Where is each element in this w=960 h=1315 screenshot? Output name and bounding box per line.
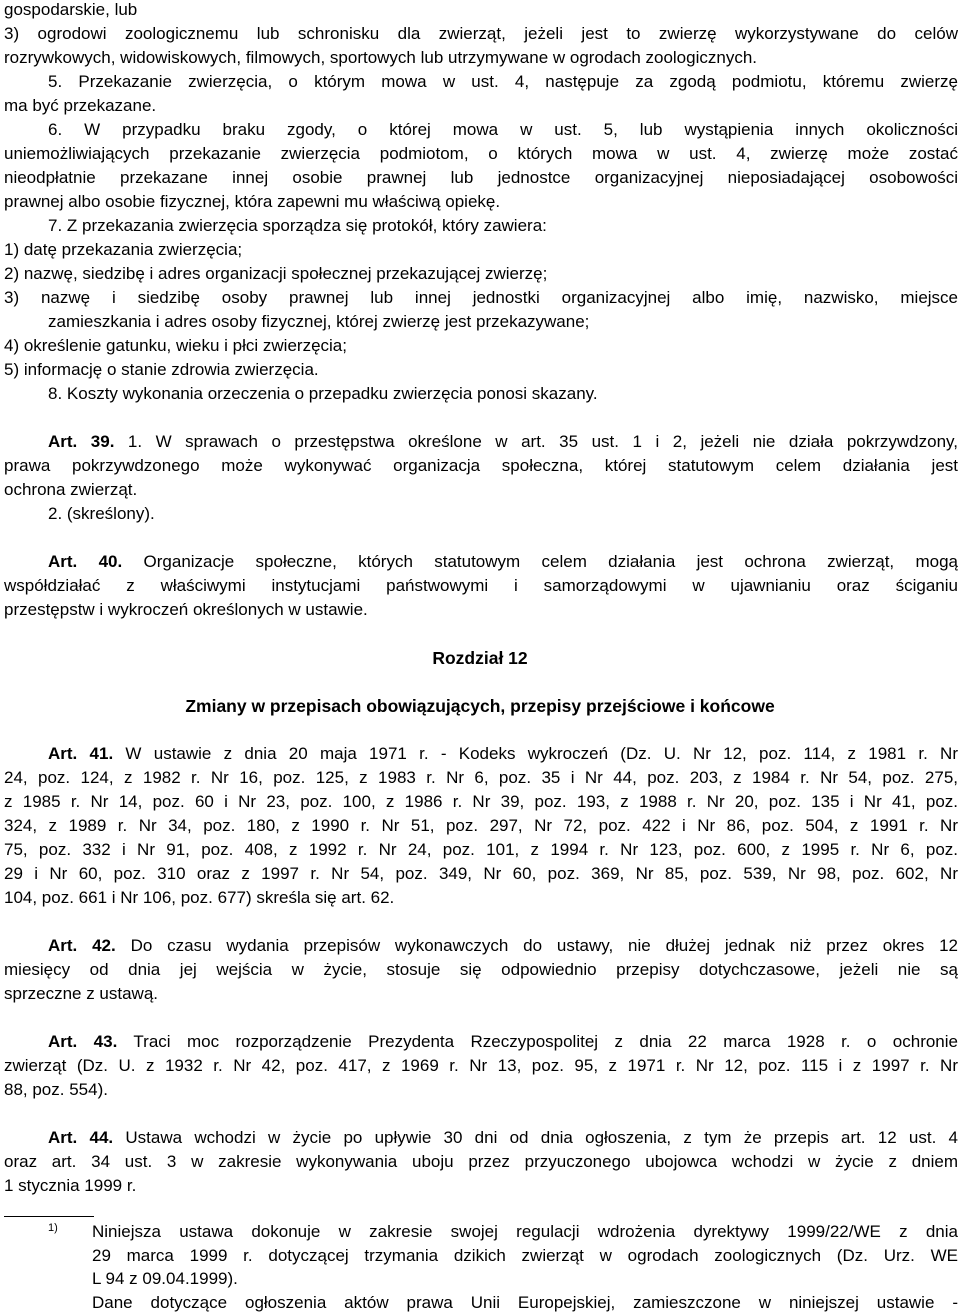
article-label: Art. 42. [48, 936, 116, 955]
text-line: uniemożliwiających przekazanie zwierzęcia podmiotom, o których mowa w ust. 4, zwierzę może zostać [4, 144, 958, 163]
text-line: 5. Przekazanie zwierzęcia, o którym mowa w ust. 4, następuje za zgodą podmiotu, któremu zwierzę [48, 72, 958, 91]
chapter-title: Zmiany w przepisach obowiązujących, przepisy przejściowe i końcowe [185, 696, 775, 716]
text-line: ma być przekazane. [4, 96, 157, 115]
text-line: 324, z 1989 r. Nr 34, poz. 180, z 1990 r. Nr 51, poz. 297, Nr 72, poz. 422 i Nr 86, poz. 504, z 1991 r. Nr [4, 816, 958, 835]
text-line: Do czasu wydania przepisów wykonawczych do ustawy, nie dłużej jednak niż przez okres 12 [115, 936, 958, 955]
list-item-continuation: zamieszkania i adres osoby fizycznej, której zwierzę jest przekazywane; [48, 312, 590, 331]
list-item: 1) datę przekazania zwierzęcia; [4, 240, 243, 259]
article-43 [4, 1030, 958, 1054]
footnote-line: Dane dotyczące ogłoszenia aktów prawa Unii Europejskiej, zamieszczone w niniejszej ustawie - [92, 1292, 958, 1312]
footnote-line: 29 marca 1999 r. dotyczącej trzymania dzikich zwierząt w ogrodach zoologicznych (Dz. Urz. WE [92, 1245, 958, 1265]
text-line: 7. Z przekazania zwierzęcia sporządza się protokół, który zawiera: [48, 216, 547, 235]
list-item: 5) informację o stanie zdrowia zwierzęcia. [4, 360, 319, 379]
list-item: 3) nazwę i siedzibę osoby prawnej lub innej jednostki organizacyjnej albo imię, nazwisko, miejsce [4, 288, 958, 307]
text-line: prawnej albo osobie fizycznej, która zapewni mu właściwą opiekę. [4, 192, 501, 211]
footnote-line: L 94 z 09.04.1999). [92, 1269, 238, 1288]
article-label: Art. 39. [48, 432, 115, 451]
text-line: Ustawa wchodzi w życie po upływie 30 dni od dnia ogłoszenia, z tym że przepis art. 12 ust. 4 [113, 1128, 958, 1147]
text-line: rozrywkowych, widowiskowych, filmowych, sportowych lub utrzymywane w ogrodach zoologicznych. [4, 48, 757, 67]
text-line: Organizacje społeczne, których statutowym celem działania jest ochrona zwierząt, mogą [122, 552, 958, 571]
article-label: Art. 40. [48, 552, 123, 571]
text-line: 1. W sprawach o przestępstwa określone w art. 35 ust. 1 i 2, jeżeli nie działa pokrzywdzony, [114, 432, 958, 451]
text-line: współdziałać z właściwymi instytucjami państwowymi i samorządowymi w ujawnianiu oraz ściganiu [4, 576, 958, 595]
text-line: W ustawie z dnia 20 maja 1971 r. - Kodeks wykroczeń (Dz. U. Nr 12, poz. 114, z 1981 r. Nr [113, 744, 958, 763]
text-line: 8. Koszty wykonania orzeczenia o przepadku zwierzęcia ponosi skazany. [48, 384, 598, 403]
text-line: 1 stycznia 1999 r. [4, 1176, 137, 1195]
text-line: oraz art. 34 ust. 3 w zakresie wykonywania uboju przez przyuczonego ubojowca wchodzi w życie z dniem [4, 1152, 958, 1171]
text-line: gospodarskie, lub [4, 0, 138, 19]
text-line: 75, poz. 332 i Nr 91, poz. 408, z 1992 r. Nr 24, poz. 101, z 1994 r. Nr 123, poz. 600, z 1995 r. Nr 6, poz. [4, 840, 958, 859]
text-line: 88, poz. 554). [4, 1080, 108, 1099]
article-label: Art. 41. [48, 744, 114, 763]
text-line: z 1985 r. Nr 14, poz. 60 i Nr 23, poz. 100, z 1986 r. Nr 39, poz. 193, z 1988 r. Nr 20, poz. 135 i Nr 41, poz. [4, 792, 958, 811]
text-line: nieodpłatnie przekazane innej osobie prawnej lub jednostce organizacyjnej nieposiadającej osobowości [4, 168, 958, 187]
text-line: ochrona zwierząt. [4, 480, 138, 499]
text-line: 6. W przypadku braku zgody, o której mowa w ust. 5, lub wystąpienia innych okoliczności [48, 120, 958, 139]
list-item: 4) określenie gatunku, wieku i płci zwierzęcia; [4, 336, 347, 355]
article-label: Art. 44. [48, 1128, 114, 1147]
article-44 [4, 1126, 958, 1150]
article-label: Art. 43. [48, 1032, 118, 1051]
text-line: miesięcy od dnia jej wejścia w życie, stosuje się odpowiednio przepisy dotychczasowe, jeżeli nie są [4, 960, 958, 979]
text-line: przestępstw i wykroczeń określonych w ustawie. [4, 600, 368, 619]
article-42 [4, 934, 958, 958]
text-line: prawa pokrzywdzonego może wykonywać organizacja społeczna, której statutowym celem działania jest [4, 456, 958, 475]
text-line: sprzeczne z ustawą. [4, 984, 159, 1003]
text-line: 104, poz. 661 i Nr 106, poz. 677) skreśla się art. 62. [4, 888, 395, 907]
article-40 [4, 550, 958, 574]
text-line: 29 i Nr 60, poz. 310 oraz z 1997 r. Nr 54, poz. 349, Nr 60, poz. 369, Nr 85, poz. 539, Nr 98, poz. 602, Nr [4, 864, 958, 883]
list-item: 2) nazwę, siedzibę i adres organizacji społecznej przekazującej zwierzę; [4, 264, 548, 283]
text-line: zwierząt (Dz. U. z 1932 r. Nr 42, poz. 417, z 1969 r. Nr 13, poz. 95, z 1971 r. Nr 12, poz. 115 i z 1997 r. Nr [4, 1056, 958, 1075]
footnote-line: Niniejsza ustawa dokonuje w zakresie swojej regulacji wdrożenia dyrektywy 1999/22/WE z dnia [92, 1222, 958, 1241]
text-line: 24, poz. 124, z 1982 r. Nr 16, poz. 125, z 1983 r. Nr 6, poz. 35 i Nr 44, poz. 203, z 1984 r. Nr 54, poz. 275, [4, 768, 958, 787]
article-39 [4, 430, 958, 454]
article-41 [4, 742, 958, 766]
text-line: 2. (skreślony). [48, 504, 155, 523]
text-line: Traci moc rozporządzenie Prezydenta Rzeczypospolitej z dnia 22 marca 1928 r. o ochronie [117, 1032, 958, 1051]
footnote-mark: 1) [48, 1222, 58, 1234]
footnote-separator [4, 1216, 94, 1217]
text-line: 3) ogrodowi zoologicznemu lub schronisku dla zwierząt, jeżeli jest to zwierzę wykorzystywane do celów [4, 24, 958, 43]
chapter-number: Rozdział 12 [432, 648, 528, 668]
footnote-text [92, 1220, 958, 1314]
